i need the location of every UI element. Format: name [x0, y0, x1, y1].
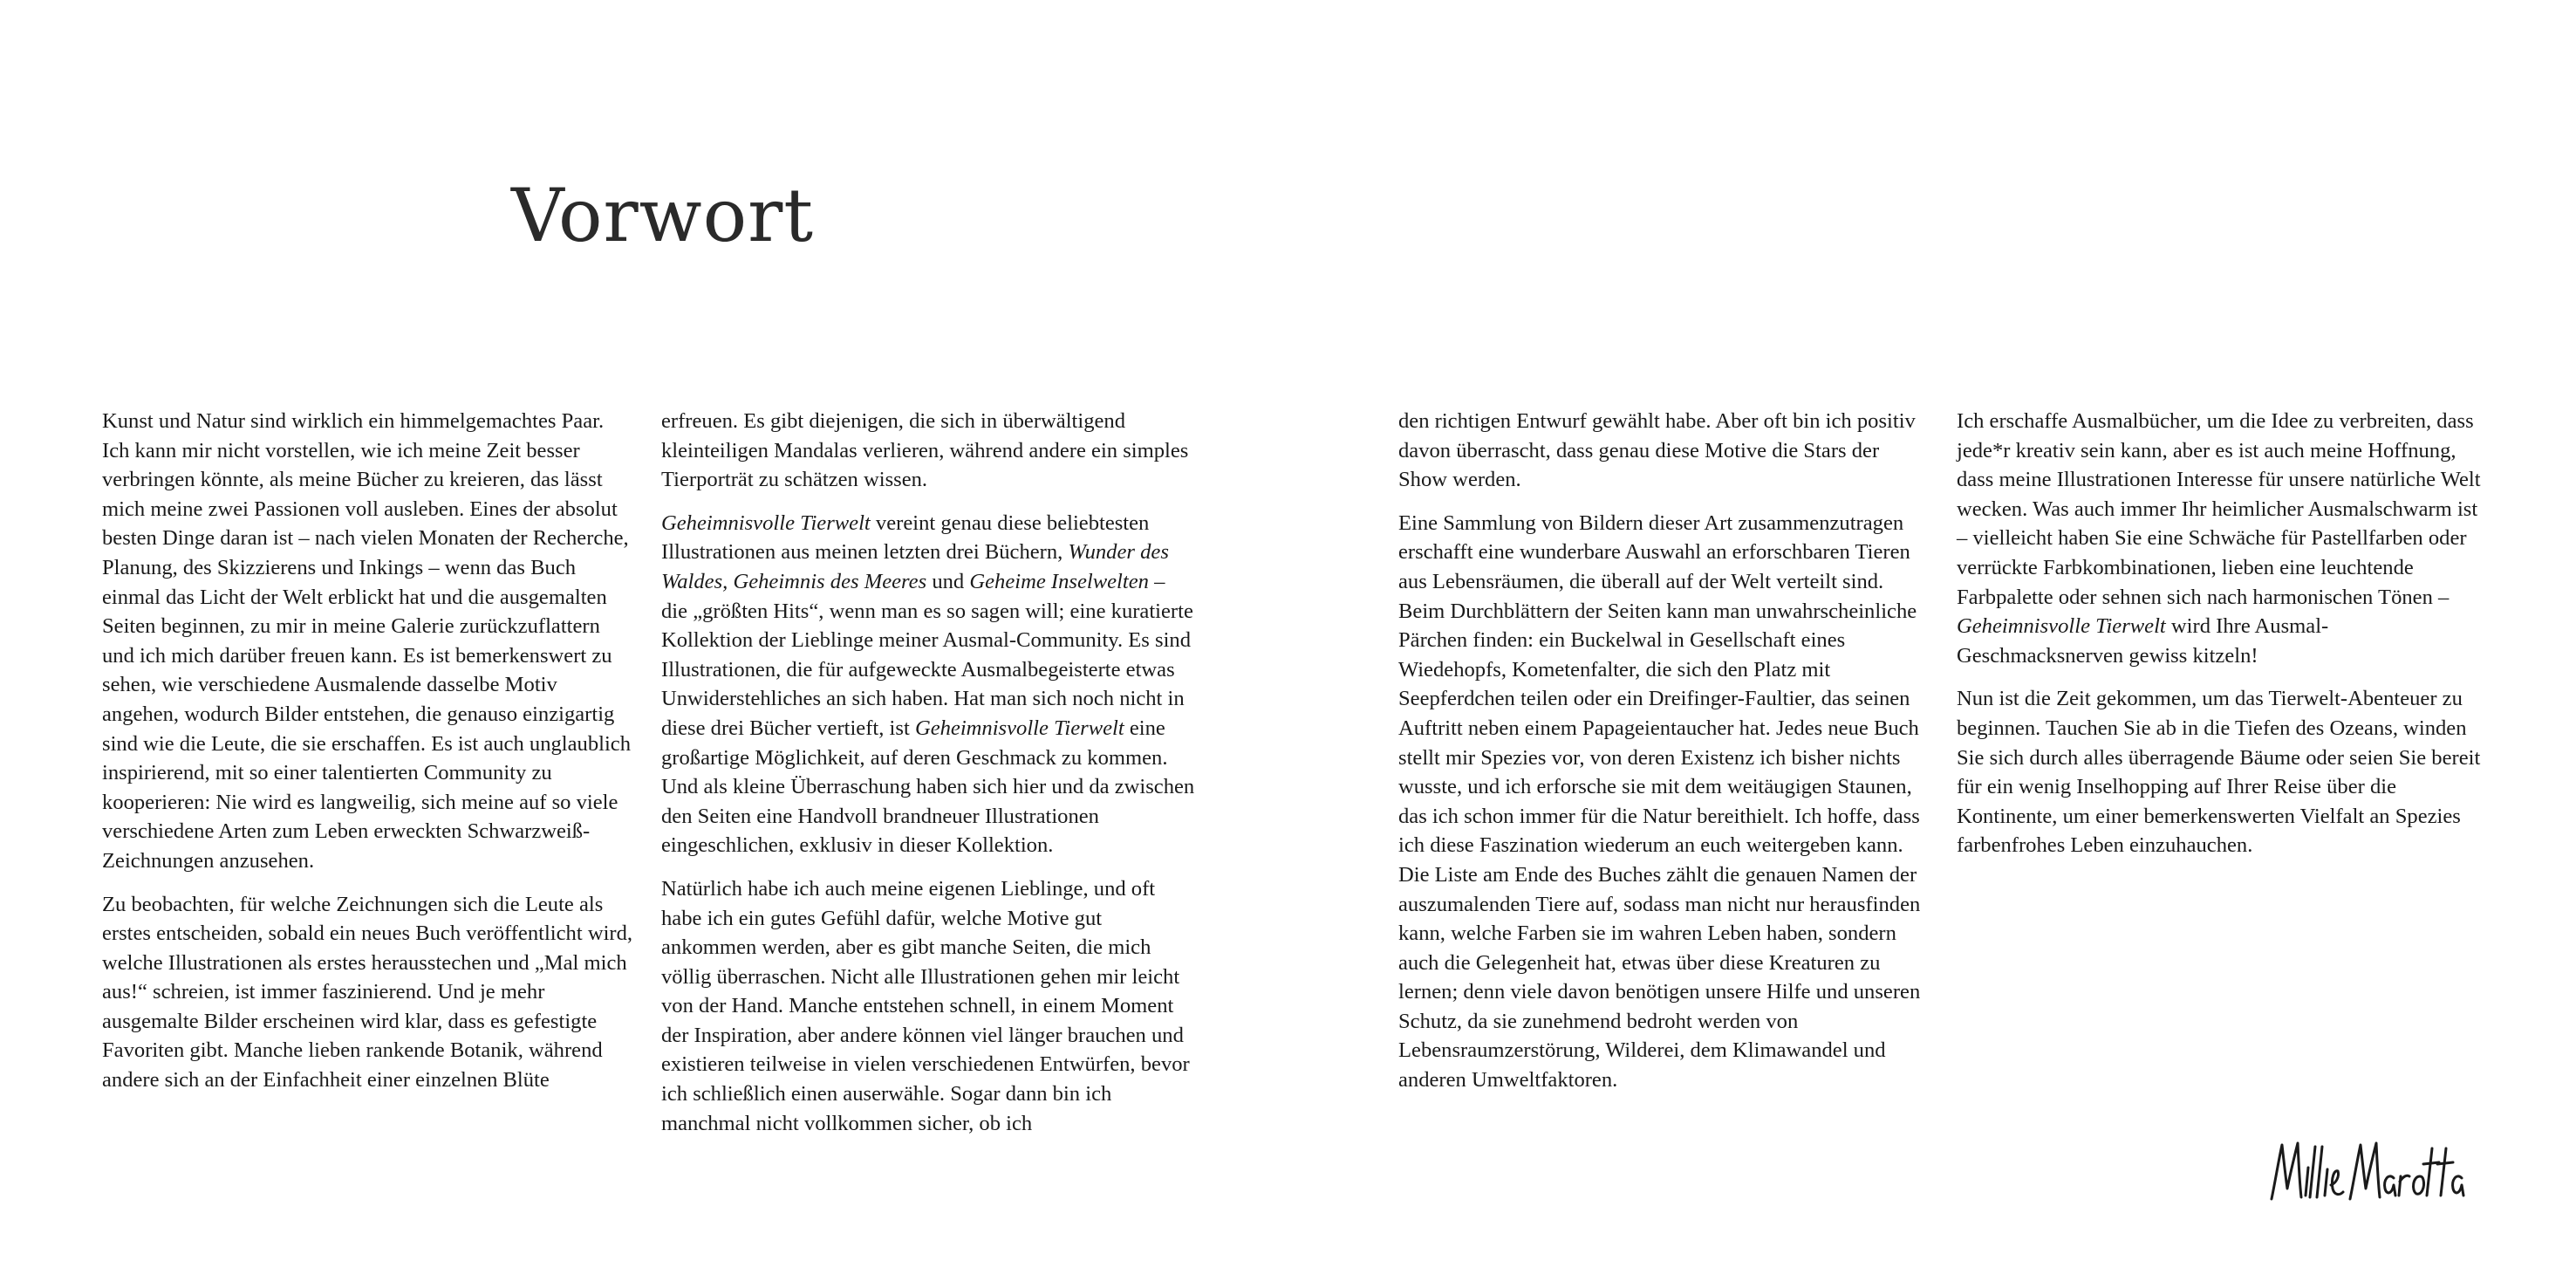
paragraph-text: den richtigen Entwurf gewählt habe. Aber oft bin ich positiv davon überrascht, dass genau diese Motive die Stars der Show werden.: [1398, 409, 1916, 492]
book-title-italic: Geheimnisvolle Tierwelt: [1957, 614, 2166, 639]
paragraph-text: – die „größten Hits“, wenn man es so sagen will; eine kuratierte Kollektion der Lieblinge meiner Ausmal-Community. Es sind Illustrationen, die für aufgeweckte Ausmalbegeisterte etwas Unwiderstehliches an sich haben. Hat man sich noch nicht in diese drei Bücher vertieft, ist: [661, 569, 1193, 740]
paragraph: [102, 890, 636, 1095]
text-column-2: [661, 407, 1195, 1138]
book-title-italic: Geheimnisvolle Tierwelt: [661, 510, 871, 535]
paragraph-text: Ich erschaffe Ausmalbücher, um die Idee zu verbreiten, dass jede*r kreativ sein kann, aber es ist auch meine Hoffnung, dass meine Illustrationen Interesse für unsere natürliche Welt wecken. Was auch immer Ihr heimlicher Ausmalschwarm ist – vielleicht haben Sie eine Schwäche für Pastellfarben oder verrückte Farbkombinationen, lieben eine leuchtende Farbpalette oder sehnen sich nach harmonischen Tönen –: [1957, 409, 2481, 609]
page-title: Vorwort: [511, 173, 815, 258]
text-column-1: [102, 407, 636, 1095]
paragraph: [661, 407, 1195, 495]
paragraph: [102, 407, 636, 876]
text-column-3: [1398, 407, 1932, 1095]
paragraph: [1398, 509, 1932, 1095]
signature-image: [2266, 1134, 2467, 1206]
paragraph-text: Zu beobachten, für welche Zeichnungen sich die Leute als erstes entscheiden, sobald ein neues Buch veröffentlicht wird, welche Illustrationen als erstes herausstechen und „Mal mich aus!“ schreien, ist immer faszinierend. Und je mehr ausgemalte Bilder erscheinen wird klar, dass es gefestigte Favoriten gibt. Manche lieben rankende Botanik, während andere sich an der Einfachheit einer einzelnen Blüte: [102, 892, 633, 1093]
text-column-4: [1957, 407, 2491, 860]
paragraph: [1957, 407, 2491, 670]
paragraph-text: vereint genau diese beliebtesten Illustrationen aus meinen letzten drei Büchern,: [661, 510, 1150, 565]
paragraph: [661, 874, 1195, 1138]
paragraph: [1398, 407, 1932, 495]
paragraph-text: und: [926, 569, 970, 593]
paragraph-text: Nun ist die Zeit gekommen, um das Tierwelt-Abenteuer zu beginnen. Tauchen Sie ab in die Tiefen des Ozeans, winden Sie sich durch alles überragende Bäume oder seien Sie bereit für ein wenig Inselhopping auf Ihrer Reise über die Kontinente, um einer bemerkenswerten Vielfalt an Spezies farbenfrohes Leben einzuhauchen.: [1957, 687, 2481, 858]
book-title-italic: Geheime Inselwelten: [969, 569, 1149, 593]
paragraph-text: Natürlich habe ich auch meine eigenen Lieblinge, und oft habe ich ein gutes Gefühl dafür, welche Motive gut ankommen werden, aber es gibt manche Seiten, die mich völlig überraschen. Nicht alle Illustrationen gehen mir leicht von der Hand. Manche entstehen schnell, in einem Moment der Inspiration, aber andere können viel länger brauchen und existieren teilweise in vielen verschiedenen Entwürfen, bevor ich schließlich einen auserwähle. Sogar dann bin ich manchmal nicht vollkommen sicher, ob ich: [661, 876, 1190, 1135]
paragraph-text: wird Ihre Ausmal-Geschmacksnerven gewiss kitzeln!: [1957, 614, 2329, 668]
book-title-italic: Wunder des Waldes, Geheimnis des Meeres: [661, 540, 1169, 593]
paragraph-text: eine großartige Möglichkeit, auf deren Geschmack zu kommen. Und als kleine Überraschung haben sich hier und da zwischen den Seiten eine Handvoll brandneuer Illustrationen eingeschlichen, exklusiv in dieser Kollektion.: [661, 716, 1195, 858]
paragraph-text: Eine Sammlung von Bildern dieser Art zusammenzutragen erschafft eine wunderbare Auswahl an erforschbaren Tieren aus Lebensräumen, die überall auf der Welt verteilt sind. Beim Durchblättern der Seiten kann man unwahrscheinliche Pärchen finden: ein Buckelwal in Gesellschaft eines Wiedehopfs, Kometenfalter, die sich den Platz mit Seepferdchen teilen oder ein Dreifinger-Faultier, das seinen Auftritt neben einem Papageientaucher hat. Jedes neue Buch stellt mir Spezies vor, von deren Existenz ich bisher nichts wusste, und ich erforsche sie mit dem weitäugigen Staunen, das ich schon immer für die Natur bereithielt. Ich hoffe, dass ich diese Faszination wiederum an euch weitergeben kann. Die Liste am Ende des Buches zählt die genauen Namen der auszumalenden Tiere auf, sodass man nicht nur herausfinden kann, welche Farben sie im wahren Leben haben, sondern auch die Gelegenheit hat, etwas über diese Kreaturen zu lernen; denn viele davon benötigen unsere Hilfe und unseren Schutz, da sie zunehmend bedroht werden von Lebensraumzerstörung, Wilderei, dem Klimawandel und anderen Umweltfaktoren.: [1398, 510, 1921, 1093]
book-title-italic: Geheimnisvolle Tierwelt: [914, 716, 1124, 740]
author-signature: [2266, 1134, 2467, 1206]
paragraph-text: erfreuen. Es gibt diejenigen, die sich in überwältigend kleinteiligen Mandalas verlieren, während andere ein simples Tierporträt zu schätzen wissen.: [661, 409, 1189, 492]
paragraph: [661, 509, 1195, 860]
paragraph: [1957, 684, 2491, 860]
paragraph-text: Kunst und Natur sind wirklich ein himmelgemachtes Paar. Ich kann mir nicht vorstellen, wie ich meine Zeit besser verbringen könnte, als meine Bücher zu kreieren, das lässt mich meine zwei Passionen voll ausleben. Eines der absolut besten Dinge daran ist – nach vielen Monaten der Recherche, Planung, des Skizzierens und Inkings – wenn das Buch einmal das Licht der Welt erblickt hat und die ausgemalten Seiten beginnen, zu mir in meine Galerie zurückzuflattern und ich mich darüber freuen kann. Es ist bemerkenswert zu sehen, wie verschiedene Ausmalende dasselbe Motiv angehen, wodurch Bilder entstehen, die genauso einzigartig sind wie die Leute, die sie erschaffen. Es ist auch unglaublich inspirierend, mit so einer talentierten Community zu kooperieren: Nie wird es langweilig, sich meine auf so viele verschiedene Arten zum Leben erweckten Schwarzweiß-Zeichnungen anzusehen.: [102, 409, 632, 873]
